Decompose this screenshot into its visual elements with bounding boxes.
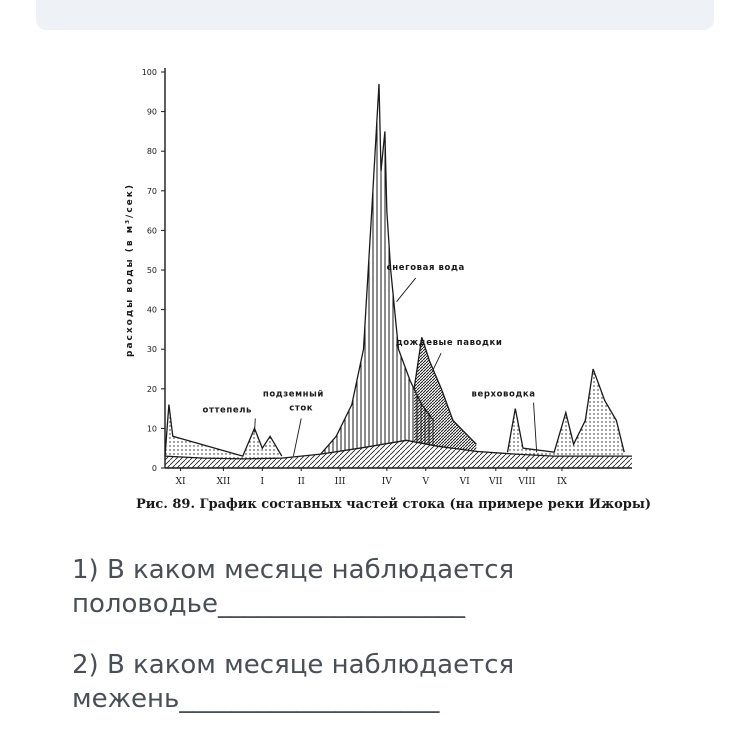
y-tick-label: 20 (146, 384, 157, 394)
y-tick-label: 80 (146, 147, 157, 157)
annotation-label: сток (289, 403, 314, 414)
question-1-line-1: 1) В каком месяце наблюдается (72, 555, 515, 585)
x-tick-label: XII (216, 477, 231, 487)
y-tick-label: 70 (146, 186, 157, 196)
x-tick-label: III (334, 477, 346, 487)
y-tick-label: 60 (146, 226, 157, 236)
question-1-line-2: половодье___________________ (72, 589, 465, 619)
y-tick-label: 50 (146, 266, 157, 275)
x-tick-label: II (297, 477, 305, 487)
x-tick-label: IX (556, 477, 567, 487)
annotation-leader (534, 403, 537, 453)
y-tick-label: 30 (146, 345, 157, 355)
x-tick-label: VII (488, 477, 503, 487)
y-tick-label: 0 (151, 464, 157, 473)
question-2-line-1: 2) В каком месяце наблюдается (72, 650, 515, 680)
y-tick-label: 90 (146, 107, 157, 117)
question-2-line-2: межень____________________ (72, 684, 440, 714)
annotation-label: снеговая вода (386, 263, 465, 273)
annotation-label: верховодка (471, 389, 536, 400)
annotation-leader (397, 278, 416, 302)
question-2 (72, 648, 712, 716)
x-tick-label: XI (175, 477, 186, 487)
annotation-leader (293, 419, 301, 457)
x-tick-label: VI (459, 477, 470, 487)
x-tick-label: IV (381, 477, 392, 487)
y-tick-label: 100 (141, 68, 157, 77)
x-tick-label: I (260, 477, 265, 487)
y-tick-label: 40 (146, 305, 157, 315)
x-tick-label: VIII (518, 477, 536, 487)
y-axis-label: расходы воды (в м³/сек) (125, 183, 135, 357)
question-1 (72, 553, 712, 621)
annotation-label: подземный (262, 389, 325, 400)
annotation-label: дождевые паводки (395, 338, 503, 349)
x-tick-label: V (422, 477, 429, 487)
annotation-leader (432, 353, 442, 373)
figure-caption: Рис. 89. График составных частей стока (на примере реки Ижоры) (136, 497, 652, 512)
annotation-label: оттепель (202, 405, 253, 416)
y-tick-label: 10 (146, 424, 157, 434)
